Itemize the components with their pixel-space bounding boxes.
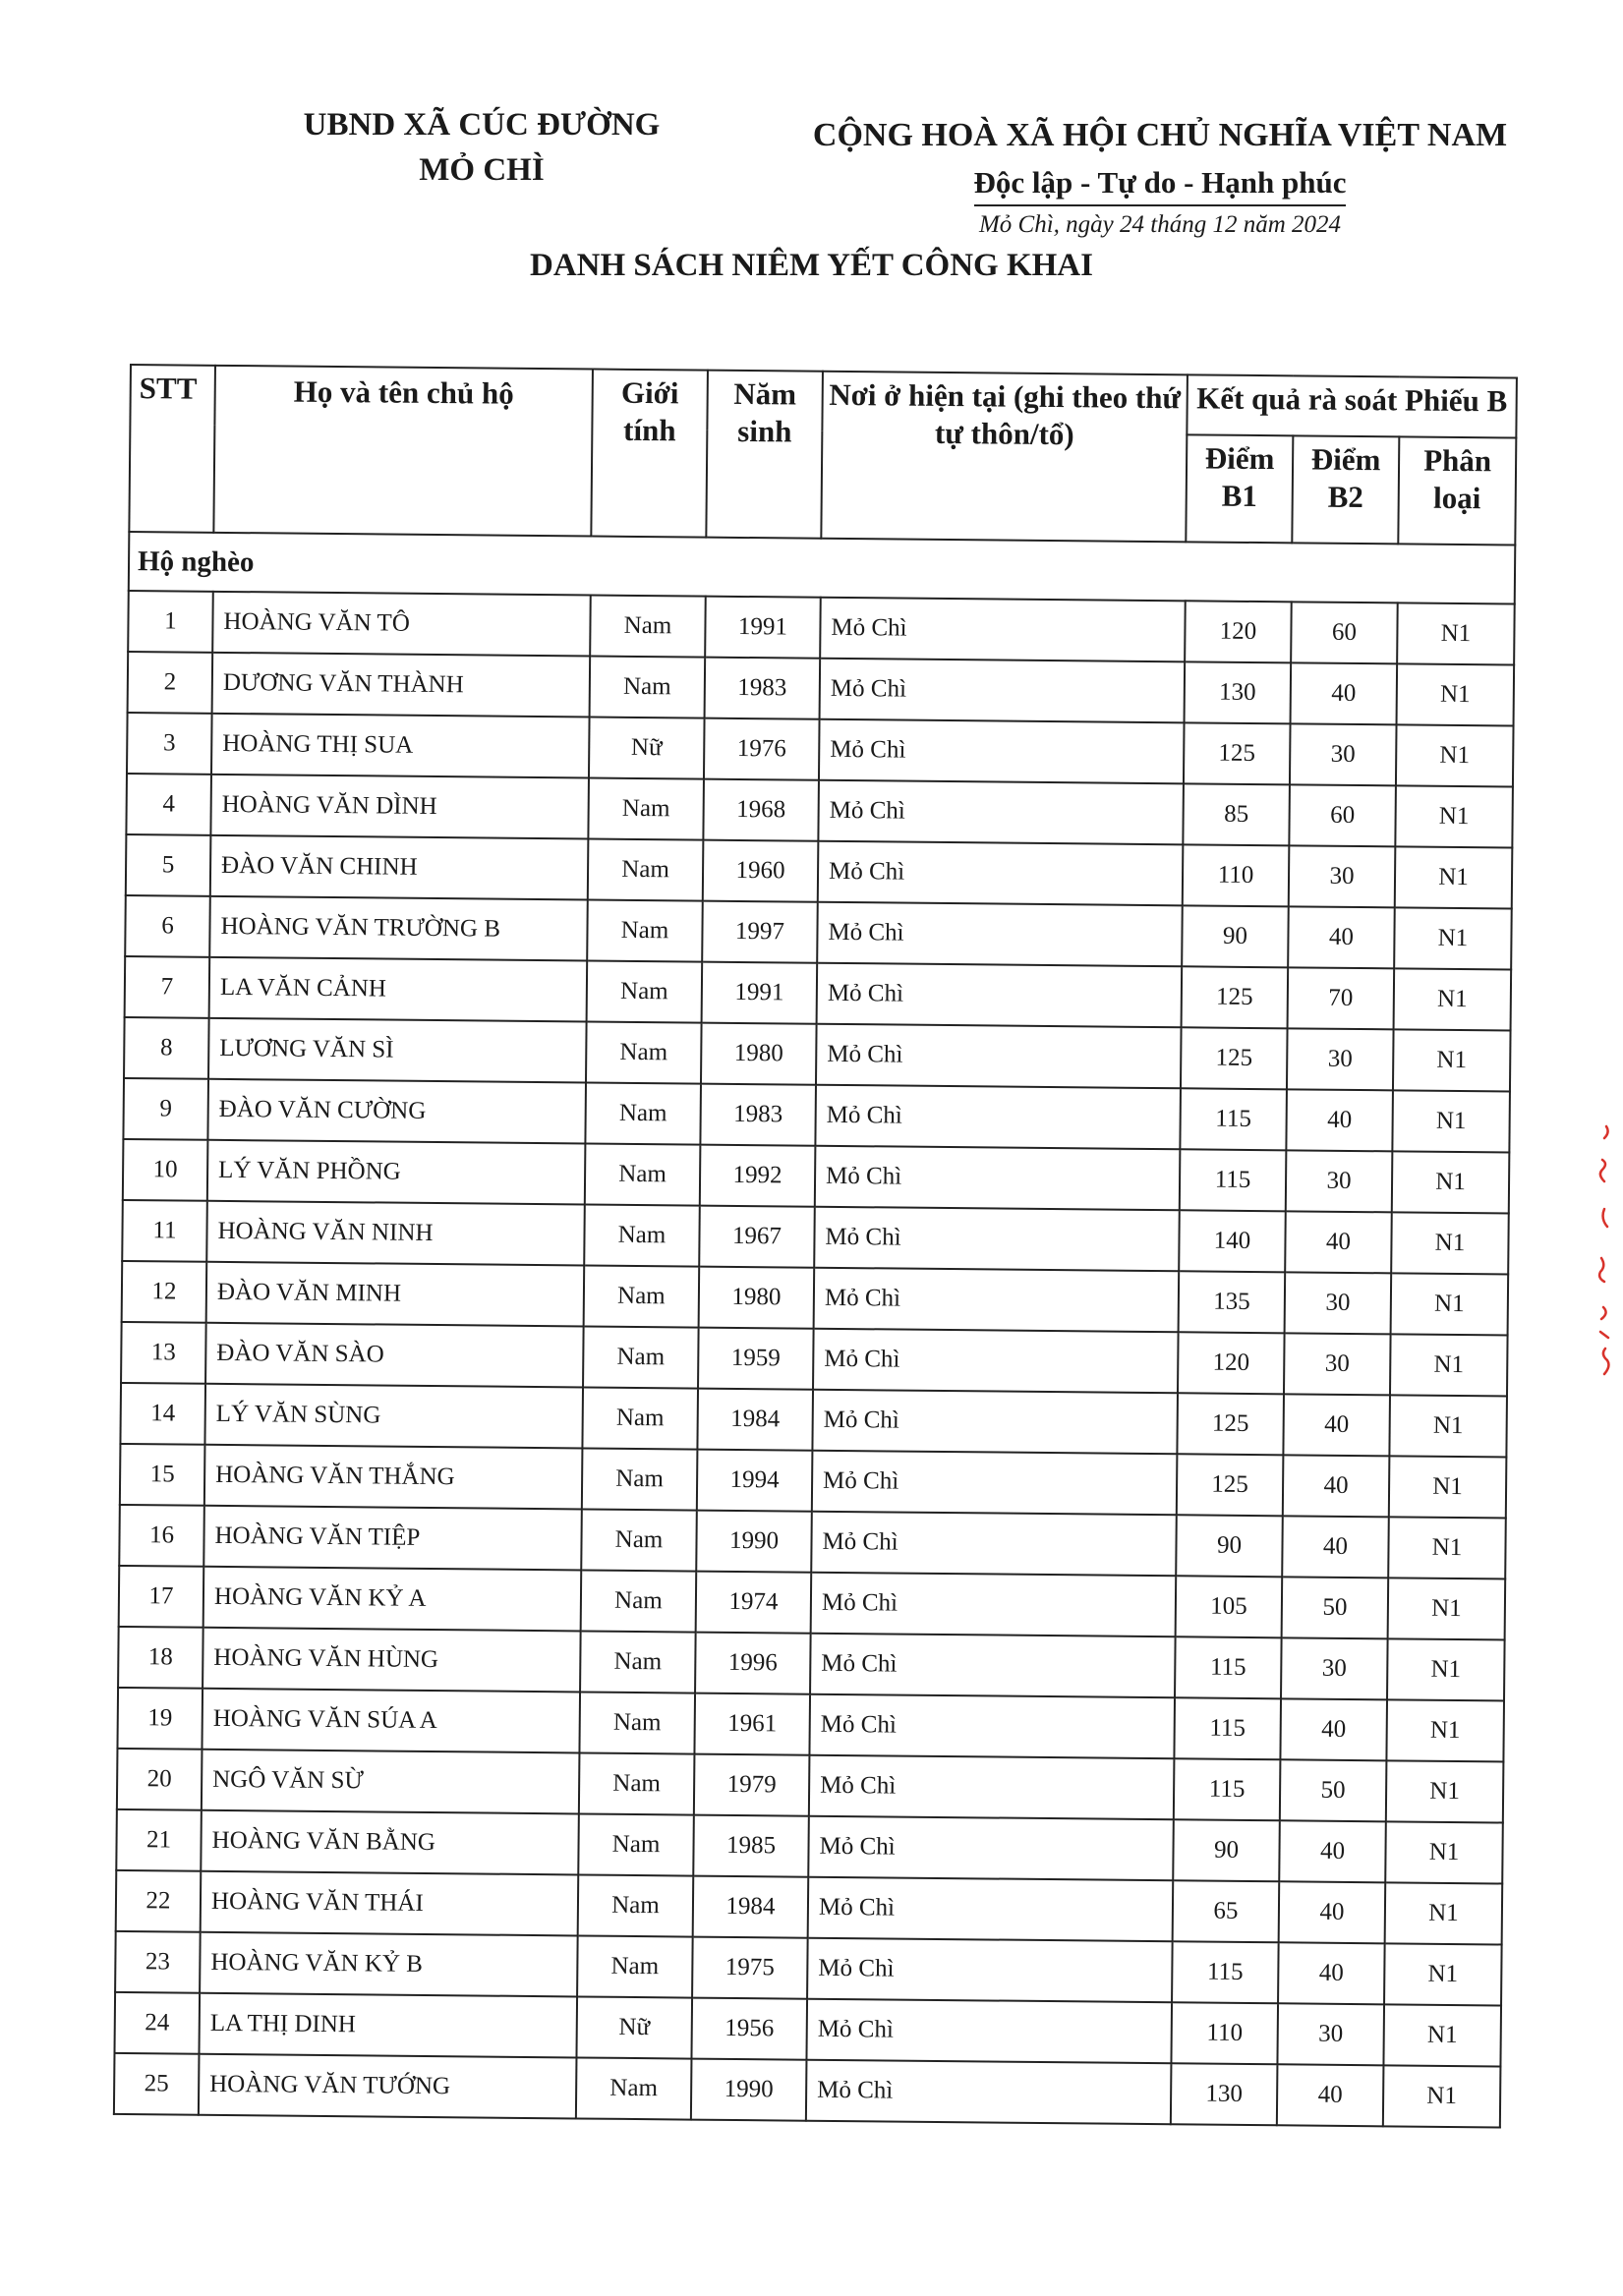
cell-gender: Nam [582, 1448, 698, 1510]
cell-residence: Mỏ Chì [816, 1024, 1182, 1089]
cell-householder-name: LA VĂN CẢNH [209, 957, 588, 1022]
cell-score-b2: 50 [1282, 1577, 1389, 1638]
cell-classification: N1 [1394, 968, 1512, 1030]
section-label: Hộ nghèo [129, 532, 1516, 604]
household-table [113, 364, 1518, 2128]
cell-gender: Nam [588, 838, 704, 900]
cell-gender: Nam [587, 899, 703, 961]
cell-score-b1: 90 [1182, 905, 1289, 967]
cell-birth-year: 1994 [697, 1450, 813, 1512]
cell-gender: Nam [590, 596, 706, 658]
cell-householder-name: HOÀNG VĂN SÚA A [202, 1689, 580, 1753]
cell-householder-name: HOÀNG VĂN TÔ [212, 592, 591, 657]
cell-gender: Nam [583, 1326, 699, 1388]
cell-birth-year: 1983 [700, 1084, 816, 1146]
cell-birth-year: 1960 [703, 840, 819, 902]
cell-residence: Mỏ Chì [811, 1573, 1177, 1637]
cell-score-b2: 30 [1277, 2003, 1384, 2065]
cell-classification: N1 [1388, 1517, 1506, 1578]
cell-householder-name: NGÔ VĂN SỪ [202, 1750, 580, 1814]
cell-score-b2: 40 [1282, 1516, 1389, 1578]
cell-gender: Nam [576, 2057, 692, 2119]
cell-score-b2: 40 [1291, 662, 1398, 724]
cell-score-b1: 90 [1176, 1515, 1283, 1577]
cell-gender: Nam [580, 1631, 696, 1693]
cell-birth-year: 1991 [705, 597, 821, 659]
cell-stt: 13 [121, 1322, 206, 1384]
cell-classification: N1 [1389, 1456, 1507, 1518]
cell-gender: Nam [585, 1143, 701, 1205]
cell-birth-year: 1992 [700, 1145, 816, 1207]
table-header-row [130, 365, 1517, 437]
cell-classification: N1 [1396, 724, 1514, 786]
cell-classification: N1 [1386, 1699, 1504, 1761]
cell-score-b1: 120 [1178, 1332, 1285, 1394]
cell-score-b1: 125 [1182, 966, 1289, 1028]
cell-classification: N1 [1388, 1578, 1506, 1639]
cell-residence: Mỏ Chì [807, 1938, 1173, 2003]
cell-stt: 12 [122, 1261, 207, 1323]
cell-residence: Mỏ Chì [817, 902, 1183, 967]
cell-residence: Mỏ Chì [820, 659, 1186, 723]
cell-residence: Mỏ Chì [809, 1694, 1175, 1759]
cell-stt: 1 [128, 591, 213, 653]
cell-householder-name: ĐÀO VĂN CƯỜNG [207, 1079, 586, 1144]
cell-classification: N1 [1385, 1882, 1503, 1944]
cell-gender: Nam [577, 1935, 693, 1997]
cell-stt: 14 [120, 1383, 205, 1445]
cell-gender: Nam [584, 1204, 700, 1266]
cell-classification: N1 [1391, 1212, 1509, 1274]
cell-score-b1: 115 [1175, 1636, 1282, 1698]
cell-score-b1: 115 [1172, 1941, 1279, 2003]
cell-residence: Mỏ Chì [817, 963, 1183, 1028]
cell-householder-name: HOÀNG VĂN THẮNG [204, 1445, 583, 1510]
cell-householder-name: HOÀNG VĂN DÌNH [210, 775, 589, 839]
cell-score-b2: 40 [1286, 1089, 1393, 1151]
cell-score-b2: 40 [1288, 906, 1395, 968]
cell-score-b2: 70 [1288, 967, 1395, 1029]
cell-classification: N1 [1391, 1273, 1509, 1335]
cell-householder-name: HOÀNG VĂN TIỆP [203, 1506, 582, 1571]
national-heading [806, 112, 1514, 242]
cell-residence: Mỏ Chì [815, 1085, 1181, 1150]
cell-score-b2: 40 [1279, 1881, 1386, 1943]
header-stt: STT [129, 365, 215, 533]
cell-residence: Mỏ Chì [806, 1999, 1172, 2064]
cell-gender: Nam [584, 1265, 700, 1327]
cell-score-b1: 110 [1183, 844, 1290, 906]
cell-score-b1: 90 [1173, 1819, 1280, 1881]
cell-residence: Mỏ Chì [810, 1634, 1176, 1698]
cell-classification: N1 [1394, 907, 1512, 969]
cell-householder-name: HOÀNG VĂN TƯỚNG [199, 2054, 577, 2119]
cell-householder-name: ĐÀO VĂN SÀO [205, 1323, 584, 1388]
cell-stt: 8 [124, 1017, 209, 1079]
cell-score-b1: 65 [1173, 1880, 1280, 1942]
header-gender: Giới tính [591, 370, 708, 538]
cell-score-b2: 40 [1278, 1942, 1385, 2004]
cell-gender: Nam [590, 657, 706, 718]
header-score-b2: Điểm B2 [1292, 435, 1399, 544]
header-residence: Nơi ở hiện tại (ghi theo thứ tự thôn/tổ) [821, 372, 1188, 543]
cell-gender: Nam [581, 1570, 697, 1632]
cell-stt: 19 [117, 1688, 203, 1750]
cell-householder-name: DƯƠNG VĂN THÀNH [212, 653, 591, 718]
header-name: Họ và tên chủ hộ [213, 366, 593, 537]
cell-residence: Mỏ Chì [818, 841, 1184, 906]
authority-subunit: MỎ CHÌ [419, 152, 545, 188]
cell-stt: 11 [122, 1200, 207, 1262]
cell-householder-name: HOÀNG VĂN HÙNG [203, 1628, 581, 1693]
cell-residence: Mỏ Chì [806, 2060, 1172, 2125]
cell-residence: Mỏ Chì [818, 780, 1184, 845]
table-row [114, 2053, 1501, 2128]
cell-stt: 2 [128, 652, 213, 714]
cell-gender: Nam [578, 1874, 694, 1936]
cell-score-b1: 135 [1179, 1271, 1286, 1333]
cell-score-b1: 105 [1176, 1576, 1283, 1637]
cell-score-b2: 30 [1289, 845, 1396, 907]
cell-householder-name: HOÀNG VĂN NINH [206, 1201, 585, 1266]
document-date: Mỏ Chì, ngày 24 tháng 12 năm 2024 [978, 211, 1342, 238]
cell-stt: 20 [117, 1749, 203, 1810]
cell-stt: 15 [120, 1444, 205, 1506]
document-title: DANH SÁCH NIÊM YẾT CÔNG KHAI [530, 248, 1093, 283]
cell-birth-year: 1968 [703, 779, 819, 841]
cell-classification: N1 [1387, 1638, 1505, 1700]
cell-stt: 17 [119, 1566, 204, 1628]
cell-score-b2: 40 [1283, 1394, 1390, 1456]
cell-score-b1: 85 [1183, 783, 1290, 845]
cell-birth-year: 1975 [692, 1937, 808, 1999]
country-name: CỘNG HOÀ XÃ HỘI CHỦ NGHĨA VIỆT NAM [812, 117, 1508, 153]
cell-stt: 24 [114, 1992, 200, 2054]
cell-score-b1: 125 [1177, 1454, 1284, 1516]
handwritten-margin-note [1593, 1120, 1616, 1386]
cell-householder-name: LÝ VĂN SÙNG [204, 1384, 583, 1449]
cell-residence: Mỏ Chì [815, 1146, 1181, 1211]
issuing-authority [256, 102, 708, 193]
cell-stt: 23 [115, 1931, 201, 1993]
cell-residence: Mỏ Chì [808, 1816, 1174, 1881]
cell-stt: 25 [114, 2053, 200, 2115]
cell-birth-year: 1984 [697, 1389, 813, 1451]
cell-stt: 3 [127, 713, 212, 775]
cell-gender: Nam [586, 1021, 702, 1083]
cell-score-b1: 115 [1174, 1697, 1281, 1759]
cell-classification: N1 [1395, 785, 1513, 847]
cell-birth-year: 1976 [704, 718, 820, 780]
cell-gender: Nam [578, 1813, 694, 1875]
cell-residence: Mỏ Chì [809, 1755, 1175, 1820]
cell-residence: Mỏ Chì [812, 1451, 1178, 1516]
household-table-wrapper [113, 364, 1516, 2128]
cell-householder-name: HOÀNG VĂN KỶ A [203, 1567, 582, 1632]
cell-score-b2: 40 [1279, 1820, 1386, 1882]
cell-birth-year: 1979 [694, 1754, 810, 1816]
cell-score-b1: 115 [1180, 1088, 1287, 1150]
cell-classification: N1 [1383, 2004, 1501, 2066]
cell-birth-year: 1959 [698, 1328, 814, 1390]
cell-score-b1: 115 [1174, 1758, 1281, 1820]
cell-birth-year: 1980 [701, 1023, 817, 1085]
cell-birth-year: 1996 [695, 1633, 811, 1694]
cell-score-b2: 60 [1289, 784, 1396, 846]
cell-residence: Mỏ Chì [808, 1877, 1174, 1942]
cell-householder-name: LÝ VĂN PHỒNG [207, 1140, 586, 1205]
cell-score-b1: 130 [1185, 661, 1292, 723]
cell-score-b1: 125 [1184, 722, 1291, 784]
cell-score-b1: 115 [1180, 1149, 1287, 1211]
cell-score-b2: 30 [1290, 723, 1397, 785]
cell-stt: 22 [116, 1870, 202, 1932]
cell-gender: Nam [585, 1082, 701, 1144]
header-score-b1: Điểm B1 [1186, 434, 1293, 543]
cell-score-b2: 60 [1291, 602, 1398, 663]
cell-gender: Nam [587, 960, 703, 1022]
cell-score-b1: 140 [1179, 1210, 1286, 1272]
cell-classification: N1 [1397, 663, 1515, 725]
cell-birth-year: 1980 [699, 1267, 815, 1329]
cell-score-b1: 130 [1171, 2063, 1278, 2125]
cell-score-b2: 30 [1287, 1028, 1394, 1090]
cell-householder-name: LƯƠNG VĂN SÌ [208, 1018, 587, 1083]
cell-classification: N1 [1385, 1821, 1503, 1883]
cell-residence: Mỏ Chì [820, 598, 1186, 662]
cell-birth-year: 1967 [699, 1206, 815, 1268]
cell-score-b2: 40 [1280, 1698, 1387, 1760]
cell-classification: N1 [1383, 2065, 1501, 2127]
header-classification: Phân loại [1398, 436, 1516, 545]
cell-classification: N1 [1395, 846, 1513, 908]
cell-classification: N1 [1389, 1395, 1507, 1457]
cell-gender: Nữ [576, 1996, 692, 2058]
cell-classification: N1 [1384, 1943, 1502, 2005]
cell-householder-name: HOÀNG VĂN BẰNG [201, 1810, 579, 1875]
cell-score-b2: 40 [1285, 1211, 1392, 1273]
cell-residence: Mỏ Chì [814, 1207, 1180, 1272]
header-birth-year: Năm sinh [706, 371, 823, 539]
cell-birth-year: 1974 [696, 1572, 812, 1634]
cell-score-b2: 30 [1281, 1637, 1388, 1699]
cell-householder-name: HOÀNG VĂN THÁI [201, 1871, 579, 1936]
cell-score-b2: 50 [1280, 1759, 1387, 1821]
cell-score-b1: 110 [1171, 2002, 1278, 2064]
cell-gender: Nam [581, 1509, 697, 1571]
cell-classification: N1 [1386, 1760, 1504, 1822]
cell-birth-year: 1961 [694, 1693, 810, 1755]
cell-gender: Nữ [589, 718, 705, 779]
cell-birth-year: 1990 [696, 1511, 812, 1573]
cell-stt: 18 [118, 1627, 203, 1689]
cell-birth-year: 1991 [702, 962, 818, 1024]
cell-classification: N1 [1390, 1334, 1508, 1396]
cell-birth-year: 1983 [705, 658, 821, 719]
cell-stt: 9 [123, 1078, 208, 1140]
cell-householder-name: ĐÀO VĂN MINH [206, 1262, 585, 1327]
cell-gender: Nam [582, 1387, 698, 1449]
cell-residence: Mỏ Chì [813, 1329, 1179, 1394]
cell-score-b2: 40 [1277, 2064, 1384, 2126]
cell-stt: 4 [126, 774, 211, 835]
cell-gender: Nam [588, 778, 704, 840]
cell-stt: 10 [123, 1139, 208, 1201]
cell-stt: 6 [125, 895, 210, 957]
cell-residence: Mỏ Chì [812, 1390, 1178, 1455]
cell-stt: 7 [125, 956, 210, 1018]
cell-gender: Nam [579, 1752, 695, 1814]
cell-stt: 5 [126, 834, 211, 896]
cell-birth-year: 1984 [693, 1876, 809, 1938]
cell-score-b1: 125 [1177, 1393, 1284, 1455]
cell-score-b2: 30 [1286, 1150, 1393, 1212]
cell-score-b2: 40 [1283, 1455, 1390, 1517]
cell-score-b1: 125 [1181, 1027, 1288, 1089]
cell-score-b2: 30 [1285, 1272, 1392, 1334]
cell-householder-name: LA THỊ DINH [199, 1993, 577, 2058]
cell-householder-name: HOÀNG VĂN KỶ B [200, 1932, 578, 1997]
cell-residence: Mỏ Chì [811, 1512, 1177, 1577]
cell-stt: 21 [116, 1809, 202, 1871]
cell-classification: N1 [1392, 1090, 1510, 1152]
cell-stt: 16 [119, 1505, 204, 1567]
cell-score-b1: 120 [1185, 601, 1292, 662]
cell-birth-year: 1990 [691, 2059, 807, 2121]
cell-classification: N1 [1393, 1029, 1511, 1091]
cell-residence: Mỏ Chì [819, 719, 1185, 784]
cell-birth-year: 1956 [691, 1998, 807, 2060]
cell-classification: N1 [1392, 1151, 1510, 1213]
cell-birth-year: 1985 [693, 1815, 809, 1877]
authority-name: UBND XÃ CÚC ĐƯỜNG [303, 107, 661, 143]
cell-classification: N1 [1397, 603, 1515, 664]
cell-residence: Mỏ Chì [814, 1268, 1180, 1333]
header-review-result: Kết quả rà soát Phiếu B [1187, 374, 1517, 437]
cell-householder-name: HOÀNG THỊ SUA [211, 714, 590, 778]
cell-score-b2: 30 [1284, 1333, 1391, 1395]
cell-householder-name: ĐÀO VĂN CHINH [210, 835, 589, 900]
national-motto: Độc lập - Tự do - Hạnh phúc [974, 163, 1347, 206]
cell-birth-year: 1997 [702, 901, 818, 963]
cell-householder-name: HOÀNG VĂN TRƯỜNG B [209, 896, 588, 961]
cell-gender: Nam [579, 1692, 695, 1753]
